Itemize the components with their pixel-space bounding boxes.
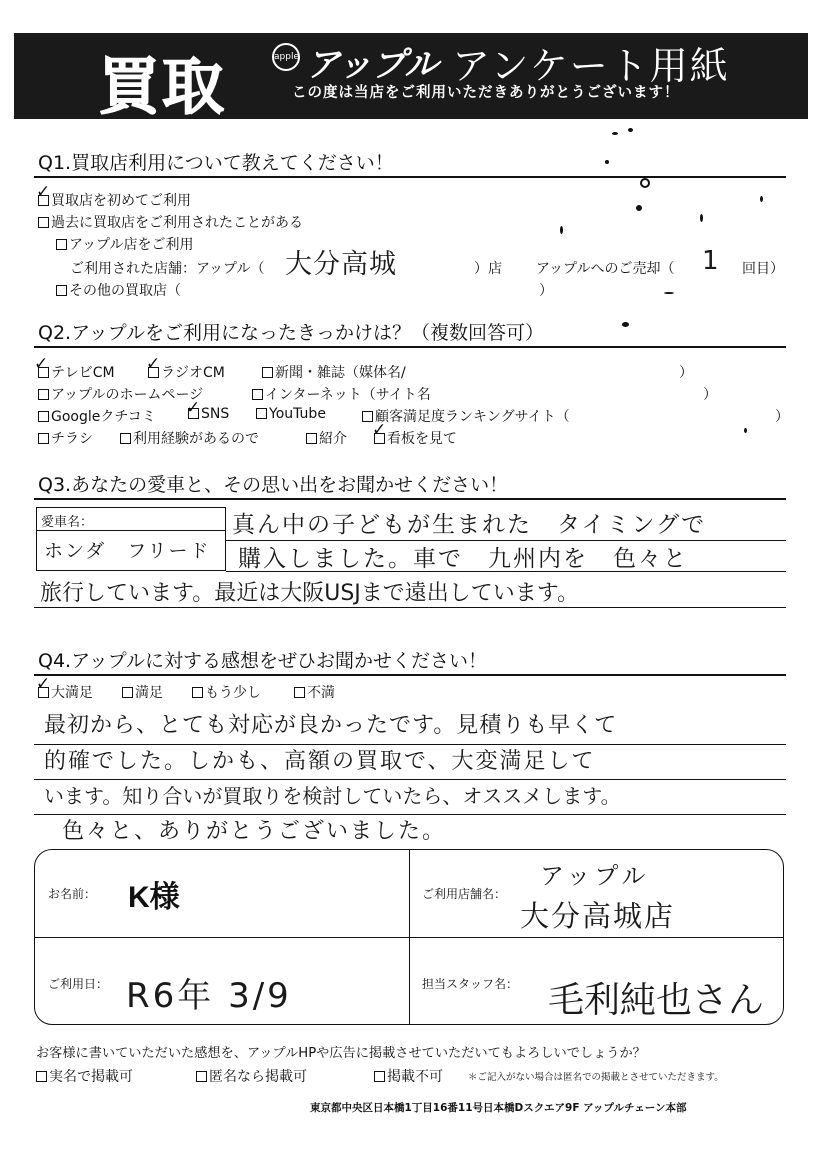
- q1-store-name-suffix: ）店: [474, 261, 502, 277]
- footer-option-anonymous[interactable]: 匿名なら掲載可: [196, 1066, 307, 1086]
- q1-option-apple-store[interactable]: アップル店をご利用: [56, 234, 193, 254]
- q2-newspaper-close: ）: [679, 365, 693, 381]
- ink-speck: [605, 160, 609, 164]
- staff-value[interactable]: 毛利純也さん: [548, 980, 765, 1021]
- q1-option-first-time[interactable]: 買取店を初めてご利用: [38, 190, 191, 210]
- checkbox[interactable]: [56, 285, 67, 296]
- q4-comment-line-2[interactable]: 的確でした。しかも、高額の買取で、大変満足して: [44, 749, 596, 774]
- q2-internet-close: ）: [703, 387, 717, 403]
- q3-memory-line-3[interactable]: 旅行しています。最近は大阪USJまで遠出しています。: [40, 581, 580, 606]
- q2-option-sns[interactable]: SNS: [188, 406, 229, 422]
- footer-note: ＊ご記入がない場合は匿名での掲載とさせていただきます。: [468, 1072, 724, 1083]
- checkbox[interactable]: [56, 239, 67, 250]
- footer-option-real-name[interactable]: 実名で掲載可: [36, 1066, 133, 1086]
- ink-speck: [622, 322, 629, 327]
- checkbox[interactable]: [374, 1071, 385, 1082]
- q2-ranking-close: ）: [775, 409, 789, 425]
- brand-name: アップル: [306, 45, 439, 85]
- q3-title: Q3.あなたの愛車と、その思い出をお聞かせください！: [38, 474, 509, 496]
- q3-line-3: [34, 607, 786, 608]
- q1-title: Q1.買取店利用について教えてください！: [38, 152, 394, 174]
- q4-divider: [34, 674, 786, 676]
- q3-memory-line-2[interactable]: 購入しました。車で 九州内を 色々と: [238, 546, 688, 572]
- q1-other-close: ）: [539, 283, 553, 299]
- ink-speck: [640, 178, 650, 188]
- q1-store-name-prefix: ご利用された店舗：アップル（: [70, 261, 265, 277]
- checkbox[interactable]: [120, 433, 131, 444]
- q1-option-other-store[interactable]: その他の買取店（: [56, 280, 181, 300]
- q1-store-name-handwritten[interactable]: 大分高城: [285, 249, 397, 280]
- checkbox[interactable]: [38, 433, 49, 444]
- footer-question: お客様に書いていただいた感想を、アップルHPや広告に掲載させていただいてもよろしいでしょうか？: [36, 1046, 646, 1061]
- ink-speck: [700, 214, 703, 222]
- q1-visit-suffix: 回目）: [742, 261, 784, 277]
- check-mark-icon: ✓: [34, 354, 49, 374]
- form-title: アンケート用紙: [452, 44, 730, 88]
- car-box-divider: [37, 530, 225, 531]
- q4-option-dissatisfied[interactable]: 不満: [294, 682, 335, 702]
- checkbox[interactable]: [122, 687, 133, 698]
- q1-visit-count-handwritten[interactable]: 1: [702, 246, 722, 276]
- checkbox[interactable]: [252, 389, 263, 400]
- q1-option-used-before[interactable]: 過去に買取店をご利用されたことがある: [38, 212, 303, 232]
- q2-option-flyer[interactable]: チラシ: [38, 428, 93, 448]
- name-label: お名前：: [48, 887, 97, 901]
- q3-memory-line-1[interactable]: 真ん中の子どもが生まれた タイミングで: [232, 512, 707, 538]
- q2-divider: [34, 346, 786, 348]
- q4-title: Q4.アップルに対する感想をぜひお聞かせください！: [38, 650, 487, 672]
- apple-logo-icon: apple: [272, 43, 300, 71]
- q2-option-referral[interactable]: 紹介: [306, 428, 347, 448]
- q2-option-experience[interactable]: 利用経験があるので: [120, 428, 259, 448]
- header-banner: [14, 33, 808, 123]
- date-label: ご利用日：: [48, 977, 109, 991]
- q3-divider: [34, 498, 786, 500]
- checkbox[interactable]: [38, 411, 49, 422]
- q2-option-radio[interactable]: ラジオCM: [148, 362, 225, 382]
- checkbox[interactable]: [38, 389, 49, 400]
- q2-option-internet[interactable]: インターネット（サイト名: [252, 384, 431, 404]
- ink-speck: [744, 428, 747, 433]
- q4-comment-line-1[interactable]: 最初から、とても対応が良かったです。見積りも早くて: [44, 713, 618, 738]
- store-value-line-2[interactable]: 大分高城店: [520, 899, 676, 933]
- ink-speck: [636, 205, 642, 211]
- ink-speck: [628, 128, 633, 132]
- check-mark-icon: ✓: [36, 182, 51, 202]
- q2-title: Q2.アップルをご利用になったきっかけは？（複数回答可）: [38, 322, 544, 344]
- checkbox[interactable]: [294, 687, 305, 698]
- q4-comment-line-3[interactable]: います。知り合いが買取りを検討していたら、オススメします。: [44, 784, 621, 808]
- store-label: ご利用店舗名：: [422, 887, 507, 901]
- footer-address: 東京都中央区日本橋1丁目16番11号日本橋Dスクエア9F アップルチェーン本部: [310, 1102, 687, 1114]
- q2-option-signboard[interactable]: 看板を見て: [374, 428, 457, 448]
- kaitori-logo: 買取: [98, 50, 227, 123]
- car-name-label: 愛車名：: [41, 515, 94, 530]
- staff-label: 担当スタッフ名：: [422, 977, 519, 991]
- header-subtitle: この度は当店をご利用いただきありがとうございます！: [292, 85, 680, 101]
- check-mark-icon: ✓: [146, 354, 161, 374]
- ink-speck: [760, 196, 763, 202]
- date-value[interactable]: R6年 3/9: [126, 976, 292, 1016]
- q2-option-google[interactable]: Googleクチコミ: [38, 406, 156, 426]
- car-name-handwritten[interactable]: ホンダ フリード: [44, 540, 211, 562]
- q1-divider: [34, 176, 786, 178]
- q2-option-youtube[interactable]: YouTube: [256, 406, 326, 422]
- checkbox[interactable]: [262, 367, 273, 378]
- checkbox[interactable]: [38, 217, 49, 228]
- name-value[interactable]: K様: [128, 881, 180, 914]
- store-value-line-1[interactable]: アップル: [540, 862, 650, 890]
- checkbox[interactable]: [192, 687, 203, 698]
- checkbox[interactable]: [306, 433, 317, 444]
- checkbox[interactable]: [256, 408, 267, 419]
- q4-option-satisfied[interactable]: 満足: [122, 682, 163, 702]
- ink-speck: [560, 226, 563, 234]
- q2-option-homepage[interactable]: アップルのホームページ: [38, 384, 203, 404]
- q4-comment-line-4[interactable]: 色々と、ありがとうございました。: [62, 819, 447, 844]
- q2-option-newspaper[interactable]: 新聞・雑誌（媒体名/: [262, 362, 406, 382]
- q2-option-ranking[interactable]: 顧客満足度ランキングサイト（: [362, 406, 570, 426]
- ink-speck: [664, 292, 674, 294]
- footer-option-not-allowed[interactable]: 掲載不可: [374, 1066, 443, 1086]
- checkbox[interactable]: [196, 1071, 207, 1082]
- info-box-horizontal-divider: [35, 937, 783, 938]
- check-mark-icon: ✓: [186, 398, 201, 418]
- checkbox[interactable]: [36, 1071, 47, 1082]
- q2-option-tv[interactable]: テレビCM: [38, 362, 115, 382]
- check-mark-icon: ✓: [36, 674, 51, 694]
- q4-option-a-little-more[interactable]: もう少し: [192, 682, 261, 702]
- check-mark-icon: ✓: [372, 420, 387, 440]
- q4-option-very-satisfied[interactable]: 大満足: [38, 682, 93, 702]
- ink-speck: [612, 132, 618, 135]
- q1-visit-label: アップルへのご売却（: [536, 261, 675, 277]
